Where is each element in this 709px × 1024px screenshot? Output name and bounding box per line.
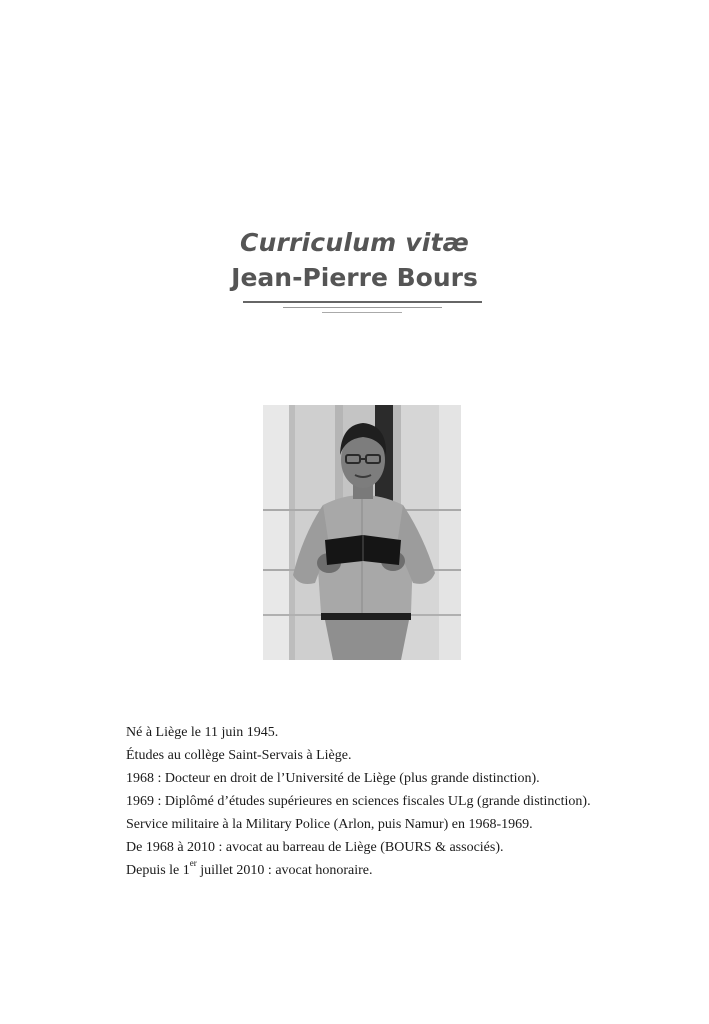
document-title: Curriculum vitæ [239, 228, 470, 257]
bio-honorary-prefix: Depuis le 1 [126, 863, 190, 878]
bio-line-military-service: Service militaire à la Military Police (Arlon, puis Namur) en 1968-1969. [126, 817, 533, 832]
portrait-illustration [263, 405, 461, 660]
title-divider-medium [283, 307, 442, 308]
biography-text [126, 721, 686, 882]
bio-line-studies: Études au collège Saint-Servais à Liège. [126, 748, 352, 763]
bio-line-birth: Né à Liège le 11 juin 1945. [126, 725, 279, 740]
bio-line-doctorate: 1968 : Docteur en droit de l’Université de Liège (plus grande distinction). [126, 771, 540, 786]
bio-line-honorary [126, 859, 686, 882]
bio-line-tax-diploma: 1969 : Diplômé d’études supérieures en sciences fiscales ULg (grande distinction). [126, 794, 591, 809]
title-divider-thick [243, 301, 482, 303]
title-divider-thin [322, 312, 402, 313]
person-name-heading: Jean-Pierre Bours [231, 263, 478, 292]
bio-honorary-ordinal: er [189, 858, 197, 869]
bio-honorary-suffix: juillet 2010 : avocat honoraire. [196, 863, 373, 878]
title-block [0, 226, 709, 295]
portrait-photo [263, 405, 461, 660]
bio-line-lawyer-career: De 1968 à 2010 : avocat au barreau de Liège (BOURS & associés). [126, 840, 504, 855]
